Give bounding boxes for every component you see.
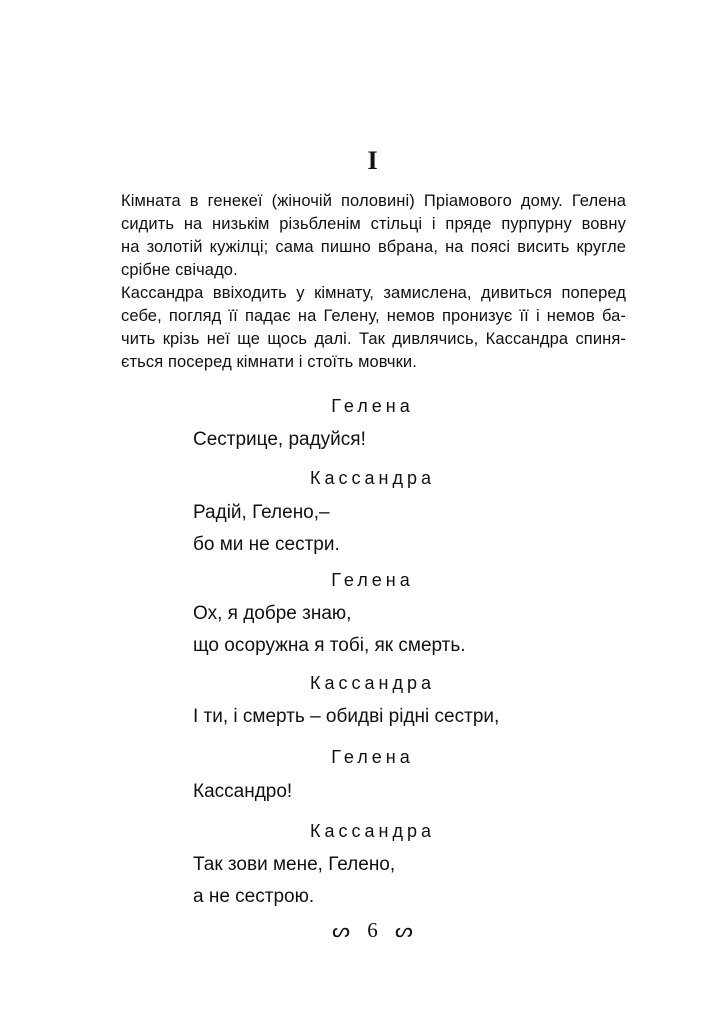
speaker-name: Кассандра bbox=[310, 468, 435, 488]
speaker-name: Гелена bbox=[331, 570, 414, 590]
stage-direction-line: сидить на низькім різьбленім стільці і пряде пурпурну вовну bbox=[121, 215, 626, 233]
verse-line: І ти, і смерть – обидві рідні сестри, bbox=[193, 706, 500, 727]
speech-verse bbox=[193, 598, 466, 662]
stage-direction-line: на золотій кужілці; сама пишно вбрана, на поясі висить кругле bbox=[121, 238, 626, 256]
speech-verse bbox=[193, 424, 366, 456]
verse-line: Так зови мене, Гелено, bbox=[193, 854, 396, 875]
verse-line: Сестрице, радуйся! bbox=[193, 429, 366, 450]
stage-direction-line: чить крізь неї ще щось далі. Так дивлячись, Кассандра спиня- bbox=[121, 330, 626, 348]
verse-line: а не сестрою. bbox=[193, 886, 315, 907]
ornament-left-icon: ᔕ bbox=[332, 920, 350, 942]
stage-direction-line: себе, погляд її падає на Гелену, немов пронизує її і немов ба- bbox=[121, 307, 626, 325]
verse-line: Кассандро! bbox=[193, 781, 293, 802]
stage-direction-line: срібне свічадо. bbox=[121, 261, 238, 279]
verse-line: Радій, Гелено,– bbox=[193, 502, 330, 523]
ornament-right-icon: ᔕ bbox=[395, 920, 413, 942]
speaker-name: Кассандра bbox=[310, 821, 435, 841]
verse-line: що осоружна я тобі, як смерть. bbox=[193, 635, 466, 656]
speech-verse bbox=[193, 701, 499, 733]
speech-verse bbox=[193, 497, 340, 561]
speech-verse bbox=[193, 776, 292, 808]
speaker-name: Гелена bbox=[331, 396, 414, 416]
verse-line: Ох, я добре знаю, bbox=[193, 603, 352, 624]
stage-direction-line: Кассандра ввіходить у кімнату, замислена, дивиться поперед bbox=[121, 284, 626, 302]
stage-direction-line: ється посеред кімнати і стоїть мовчки. bbox=[121, 353, 417, 371]
speaker-name: Гелена bbox=[331, 747, 414, 767]
stage-direction-line: Кімната в генекеї (жіночій половині) Пріамового дому. Гелена bbox=[121, 192, 626, 210]
page-footer bbox=[0, 918, 721, 943]
act-title: I bbox=[367, 146, 378, 175]
page-number: 6 bbox=[367, 918, 378, 942]
verse-line: бо ми не сестри. bbox=[193, 534, 340, 555]
speech-verse bbox=[193, 849, 395, 913]
stage-direction bbox=[121, 190, 626, 374]
speaker-name: Кассандра bbox=[310, 673, 435, 693]
